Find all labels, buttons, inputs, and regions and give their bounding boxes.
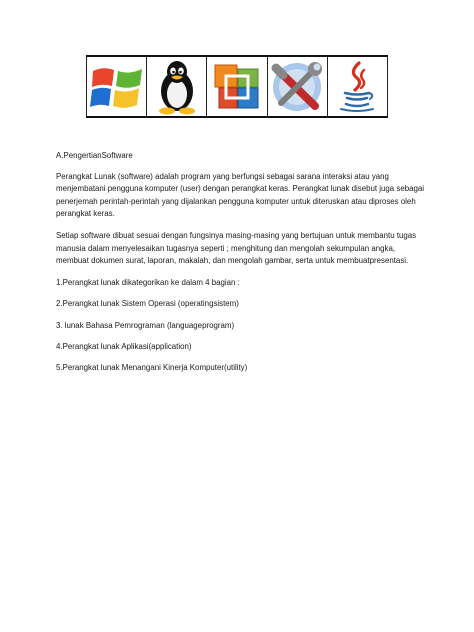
linux-tux-icon <box>154 59 200 115</box>
paragraph-purpose: Setiap software dibuat sesuai dengan fungsinya masing-masing yang bertujuan untuk membantu tugas manusia dalam menyelesaikan tugasnya seperti ; menghitung dan mengolah sekumpulan angka, membuat dokumen surat, laporan, makalah, dan mengolah gambar, serta untuk membuatpresentasi. <box>56 230 417 266</box>
list-item: 5.Perangkat lunak Menangani Kinerja Komputer(utility) <box>56 363 248 373</box>
software-logo-strip <box>86 55 388 118</box>
logo-cell-linux <box>146 57 206 116</box>
paragraph-definition: Perangkat Lunak (software) adalah program yang berfungsi sebagai sarana interaksi atau yang menjembatani pengguna komputer (user) dengan perangkat keras. Perangkat lunak disebut juga sebagai penerjemah perintah-perintah yang dijalankan pengguna komputer untuk diteruskan atau diproses oleh perangkat keras. <box>56 171 425 219</box>
windows-logo-icon <box>89 61 145 113</box>
logo-cell-office <box>206 57 266 116</box>
java-logo-icon <box>337 60 377 114</box>
list-item: 3. lunak Bahasa Pemrograman (languageprogram) <box>56 320 235 330</box>
section-heading: A.PengertianSoftware <box>56 151 133 160</box>
tools-icon <box>269 60 325 114</box>
list-item: 4.Perangkat lunak Aplikasi(application) <box>56 341 192 351</box>
list-item: 1.Perangkat lunak dikategorikan ke dalam 4 bagian : <box>56 277 240 287</box>
logo-cell-tools <box>267 57 327 116</box>
list-item: 2.Perangkat lunak Sistem Operasi (operatingsistem) <box>56 299 239 309</box>
logo-cell-java <box>327 57 388 116</box>
office-logo-icon <box>211 61 263 113</box>
document-body <box>56 150 426 384</box>
logo-cell-windows <box>86 57 146 116</box>
